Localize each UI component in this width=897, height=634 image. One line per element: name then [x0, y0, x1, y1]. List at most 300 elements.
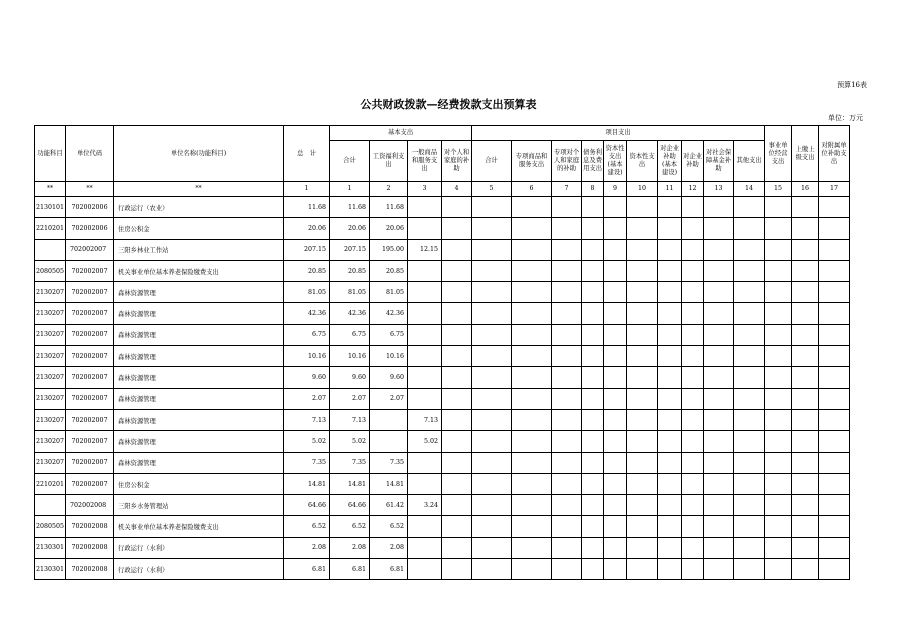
function-code-cell: 2130207	[35, 324, 66, 345]
unit-code-cell: 702002007	[66, 367, 114, 388]
empty-cell	[792, 303, 819, 324]
empty-cell	[442, 559, 472, 580]
salary-cell: 9.60	[370, 367, 408, 388]
column-number: 11	[658, 182, 682, 197]
empty-cell	[627, 559, 658, 580]
header-enterprise-infra: 对企业补助(基本建设)	[658, 141, 682, 182]
empty-cell	[704, 388, 734, 409]
empty-cell	[512, 516, 552, 537]
empty-cell	[552, 473, 582, 494]
empty-cell	[704, 431, 734, 452]
empty-cell	[765, 473, 792, 494]
basic-sum-cell: 7.35	[330, 452, 370, 473]
total-cell: 7.13	[284, 409, 330, 430]
goods-cell	[408, 537, 442, 558]
empty-cell	[819, 559, 850, 580]
salary-cell: 6.75	[370, 324, 408, 345]
basic-sum-cell: 20.06	[330, 218, 370, 239]
unit-name-cell: 森林资源管理	[114, 346, 284, 367]
total-cell: 81.05	[284, 282, 330, 303]
table-number-label: 预算16表	[837, 81, 867, 89]
empty-cell	[472, 452, 512, 473]
function-code-cell: 2130207	[35, 367, 66, 388]
total-cell: 20.85	[284, 260, 330, 281]
goods-cell	[408, 218, 442, 239]
empty-cell	[658, 409, 682, 430]
header-sub-unit: 对附属单位补助支出	[819, 126, 850, 182]
empty-cell	[442, 431, 472, 452]
empty-cell	[704, 516, 734, 537]
empty-cell	[442, 473, 472, 494]
total-cell: 14.81	[284, 473, 330, 494]
unit-name-cell: 森林资源管理	[114, 388, 284, 409]
empty-cell	[792, 473, 819, 494]
header-goods: 一般商品和服务支出	[408, 141, 442, 182]
empty-cell	[582, 346, 604, 367]
salary-cell: 42.36	[370, 303, 408, 324]
empty-cell	[442, 537, 472, 558]
unit-name-cell: 住房公积金	[114, 473, 284, 494]
empty-cell	[442, 197, 472, 218]
empty-cell	[704, 495, 734, 516]
empty-cell	[442, 452, 472, 473]
empty-cell	[472, 324, 512, 345]
empty-cell	[658, 537, 682, 558]
empty-cell	[472, 495, 512, 516]
table-row	[35, 388, 850, 409]
empty-cell	[472, 303, 512, 324]
salary-cell: 10.16	[370, 346, 408, 367]
empty-cell	[658, 197, 682, 218]
empty-cell	[552, 409, 582, 430]
unit-code-cell: 702002007	[66, 388, 114, 409]
empty-cell	[765, 516, 792, 537]
empty-cell	[658, 388, 682, 409]
empty-cell	[442, 218, 472, 239]
unit-code-cell: 702002007	[66, 324, 114, 345]
total-cell: 42.36	[284, 303, 330, 324]
goods-cell	[408, 197, 442, 218]
unit-code-cell: 702002007	[66, 409, 114, 430]
empty-cell	[734, 197, 765, 218]
empty-cell	[552, 346, 582, 367]
unit-name-cell: 住房公积金	[114, 218, 284, 239]
empty-cell	[734, 282, 765, 303]
empty-cell	[472, 346, 512, 367]
empty-cell	[604, 218, 627, 239]
empty-cell	[472, 431, 512, 452]
empty-cell	[792, 516, 819, 537]
table-row	[35, 495, 850, 516]
function-code-cell: 2130101	[35, 197, 66, 218]
empty-cell	[792, 260, 819, 281]
total-cell: 207.15	[284, 239, 330, 260]
header-capital: 资本性支出	[627, 141, 658, 182]
empty-cell	[704, 303, 734, 324]
empty-cell	[658, 431, 682, 452]
empty-cell	[472, 473, 512, 494]
header-personal: 对个人和家庭的补助	[442, 141, 472, 182]
table-row	[35, 346, 850, 367]
empty-cell	[682, 239, 704, 260]
goods-cell	[408, 324, 442, 345]
basic-sum-cell: 6.52	[330, 516, 370, 537]
unit-code-cell: 702002007	[66, 282, 114, 303]
salary-cell: 2.08	[370, 537, 408, 558]
empty-cell	[512, 431, 552, 452]
empty-cell	[682, 218, 704, 239]
unit-name-cell: 森林资源管理	[114, 324, 284, 345]
empty-cell	[704, 239, 734, 260]
empty-cell	[734, 409, 765, 430]
empty-cell	[704, 452, 734, 473]
empty-cell	[442, 367, 472, 388]
empty-cell	[604, 495, 627, 516]
empty-cell	[604, 409, 627, 430]
goods-cell	[408, 388, 442, 409]
empty-cell	[682, 516, 704, 537]
empty-cell	[792, 218, 819, 239]
empty-cell	[765, 324, 792, 345]
empty-cell	[582, 409, 604, 430]
total-cell: 2.07	[284, 388, 330, 409]
empty-cell	[512, 260, 552, 281]
empty-cell	[512, 303, 552, 324]
basic-sum-cell: 9.60	[330, 367, 370, 388]
empty-cell	[627, 197, 658, 218]
header-project-group: 项目支出	[472, 126, 765, 141]
empty-cell	[734, 260, 765, 281]
header-social: 对社会保障基金补助	[704, 141, 734, 182]
empty-cell	[704, 473, 734, 494]
empty-cell	[472, 239, 512, 260]
header-basic-group: 基本支出	[330, 126, 472, 141]
salary-cell: 61.42	[370, 495, 408, 516]
empty-cell	[582, 388, 604, 409]
empty-cell	[658, 218, 682, 239]
empty-cell	[582, 197, 604, 218]
empty-cell	[627, 282, 658, 303]
function-code-cell: 2130207	[35, 303, 66, 324]
empty-cell	[442, 516, 472, 537]
empty-cell	[582, 239, 604, 260]
unit-code-cell: 702002007	[66, 473, 114, 494]
unit-name-cell: 机关事业单位基本养老保险缴费支出	[114, 260, 284, 281]
salary-cell	[370, 409, 408, 430]
header-unit-code: 单位代码	[66, 126, 114, 182]
empty-cell	[792, 367, 819, 388]
salary-cell: 20.85	[370, 260, 408, 281]
unit-name-cell: 森林资源管理	[114, 367, 284, 388]
empty-cell	[682, 473, 704, 494]
empty-cell	[604, 516, 627, 537]
header-salary: 工资福利支出	[370, 141, 408, 182]
empty-cell	[582, 537, 604, 558]
empty-cell	[552, 303, 582, 324]
empty-cell	[658, 324, 682, 345]
goods-cell	[408, 303, 442, 324]
empty-cell	[658, 282, 682, 303]
column-number: **	[66, 182, 114, 197]
function-code-cell: 2130207	[35, 282, 66, 303]
empty-cell	[704, 197, 734, 218]
salary-cell: 11.68	[370, 197, 408, 218]
empty-cell	[819, 495, 850, 516]
empty-cell	[552, 324, 582, 345]
empty-cell	[552, 559, 582, 580]
empty-cell	[682, 303, 704, 324]
total-cell: 20.06	[284, 218, 330, 239]
empty-cell	[472, 260, 512, 281]
total-cell: 6.81	[284, 559, 330, 580]
function-code-cell: 2130207	[35, 409, 66, 430]
goods-cell	[408, 516, 442, 537]
unit-code-cell: 702002007	[66, 260, 114, 281]
empty-cell	[658, 452, 682, 473]
empty-cell	[819, 388, 850, 409]
empty-cell	[734, 452, 765, 473]
empty-cell	[604, 388, 627, 409]
empty-cell	[765, 495, 792, 516]
unit-name-cell: 森林资源管理	[114, 409, 284, 430]
empty-cell	[765, 452, 792, 473]
header-unit-name: 单位名称(功能科目)	[114, 126, 284, 182]
empty-cell	[819, 218, 850, 239]
total-cell: 11.68	[284, 197, 330, 218]
empty-cell	[704, 537, 734, 558]
empty-cell	[765, 197, 792, 218]
empty-cell	[658, 260, 682, 281]
empty-cell	[627, 452, 658, 473]
empty-cell	[512, 367, 552, 388]
table-row	[35, 431, 850, 452]
unit-name-cell: 森林资源管理	[114, 431, 284, 452]
salary-cell	[370, 431, 408, 452]
empty-cell	[604, 282, 627, 303]
total-cell: 6.52	[284, 516, 330, 537]
table-row	[35, 452, 850, 473]
empty-cell	[734, 516, 765, 537]
basic-sum-cell: 20.85	[330, 260, 370, 281]
header-debt: 债务利息及费用支出	[582, 141, 604, 182]
unit-name-cell: 三阳乡林业工作站	[114, 239, 284, 260]
header-other: 其他支出	[734, 141, 765, 182]
unit-code-cell: 702002006	[66, 197, 114, 218]
empty-cell	[819, 346, 850, 367]
column-number: 3	[408, 182, 442, 197]
goods-cell	[408, 452, 442, 473]
empty-cell	[552, 388, 582, 409]
header-upper: 上缴上级支出	[792, 126, 819, 182]
empty-cell	[582, 516, 604, 537]
total-cell: 6.75	[284, 324, 330, 345]
empty-cell	[512, 197, 552, 218]
basic-sum-cell: 7.13	[330, 409, 370, 430]
empty-cell	[604, 260, 627, 281]
empty-cell	[734, 239, 765, 260]
empty-cell	[552, 452, 582, 473]
empty-cell	[792, 431, 819, 452]
unit-code-cell: 702002008	[66, 537, 114, 558]
table-row	[35, 218, 850, 239]
salary-cell: 6.81	[370, 559, 408, 580]
empty-cell	[627, 409, 658, 430]
empty-cell	[512, 218, 552, 239]
empty-cell	[704, 218, 734, 239]
unit-code-cell: 702002007	[66, 452, 114, 473]
function-code-cell: 2080505	[35, 516, 66, 537]
unit-code-cell: 702002007	[66, 431, 114, 452]
empty-cell	[552, 516, 582, 537]
goods-cell: 3.24	[408, 495, 442, 516]
empty-cell	[442, 495, 472, 516]
function-code-cell: 2130301	[35, 559, 66, 580]
empty-cell	[765, 282, 792, 303]
empty-cell	[472, 388, 512, 409]
empty-cell	[792, 495, 819, 516]
unit-name-cell: 行政运行（农业）	[114, 197, 284, 218]
empty-cell	[734, 473, 765, 494]
table-row	[35, 537, 850, 558]
empty-cell	[442, 324, 472, 345]
function-code-cell	[35, 495, 66, 516]
empty-cell	[734, 431, 765, 452]
header-capital-infra: 资本性支出(基本建设)	[604, 141, 627, 182]
header-enterprise: 对企业补助	[682, 141, 704, 182]
function-code-cell: 2130207	[35, 346, 66, 367]
basic-sum-cell: 42.36	[330, 303, 370, 324]
column-number: 17	[819, 182, 850, 197]
header-project-sum: 合计	[472, 141, 512, 182]
empty-cell	[442, 409, 472, 430]
empty-cell	[792, 388, 819, 409]
goods-cell: 5.02	[408, 431, 442, 452]
empty-cell	[658, 495, 682, 516]
basic-sum-cell: 2.07	[330, 388, 370, 409]
empty-cell	[512, 537, 552, 558]
empty-cell	[765, 346, 792, 367]
table-row	[35, 282, 850, 303]
function-code-cell: 2080505	[35, 260, 66, 281]
table-row	[35, 473, 850, 494]
empty-cell	[582, 303, 604, 324]
empty-cell	[792, 409, 819, 430]
goods-cell	[408, 473, 442, 494]
goods-cell	[408, 346, 442, 367]
empty-cell	[472, 197, 512, 218]
empty-cell	[734, 367, 765, 388]
empty-cell	[792, 239, 819, 260]
empty-cell	[765, 537, 792, 558]
goods-cell: 12.15	[408, 239, 442, 260]
total-cell: 64.66	[284, 495, 330, 516]
empty-cell	[734, 388, 765, 409]
empty-cell	[819, 282, 850, 303]
empty-cell	[472, 559, 512, 580]
empty-cell	[472, 537, 512, 558]
empty-cell	[734, 218, 765, 239]
column-number: 2	[370, 182, 408, 197]
empty-cell	[512, 324, 552, 345]
empty-cell	[442, 388, 472, 409]
empty-cell	[682, 409, 704, 430]
empty-cell	[792, 537, 819, 558]
empty-cell	[627, 495, 658, 516]
empty-cell	[792, 324, 819, 345]
column-number: 15	[765, 182, 792, 197]
empty-cell	[582, 218, 604, 239]
empty-cell	[627, 346, 658, 367]
function-code-cell	[35, 239, 66, 260]
page-title: 公共财政拨款—经费拨款支出预算表	[360, 98, 537, 111]
empty-cell	[442, 303, 472, 324]
basic-sum-cell: 2.08	[330, 537, 370, 558]
empty-cell	[442, 260, 472, 281]
empty-cell	[765, 409, 792, 430]
table-row	[35, 260, 850, 281]
empty-cell	[552, 431, 582, 452]
empty-cell	[604, 324, 627, 345]
empty-cell	[472, 516, 512, 537]
empty-cell	[604, 559, 627, 580]
column-number: 7	[552, 182, 582, 197]
basic-sum-cell: 64.66	[330, 495, 370, 516]
column-number: 12	[682, 182, 704, 197]
total-cell: 5.02	[284, 431, 330, 452]
empty-cell	[819, 516, 850, 537]
table-row	[35, 367, 850, 388]
empty-cell	[604, 452, 627, 473]
column-number: 6	[512, 182, 552, 197]
basic-sum-cell: 11.68	[330, 197, 370, 218]
empty-cell	[604, 367, 627, 388]
goods-cell	[408, 282, 442, 303]
empty-cell	[734, 324, 765, 345]
empty-cell	[512, 495, 552, 516]
empty-cell	[472, 218, 512, 239]
empty-cell	[658, 559, 682, 580]
column-number: **	[35, 182, 66, 197]
unit-name-cell: 行政运行（水利）	[114, 537, 284, 558]
empty-cell	[819, 239, 850, 260]
column-number: 1	[330, 182, 370, 197]
empty-cell	[819, 409, 850, 430]
table-row	[35, 303, 850, 324]
salary-cell: 14.81	[370, 473, 408, 494]
empty-cell	[765, 303, 792, 324]
empty-cell	[604, 431, 627, 452]
empty-cell	[604, 197, 627, 218]
unit-code-cell: 702002007	[66, 303, 114, 324]
empty-cell	[658, 346, 682, 367]
empty-cell	[552, 260, 582, 281]
empty-cell	[734, 495, 765, 516]
salary-cell: 6.52	[370, 516, 408, 537]
empty-cell	[627, 260, 658, 281]
empty-cell	[704, 282, 734, 303]
empty-cell	[658, 239, 682, 260]
empty-cell	[734, 559, 765, 580]
total-cell: 9.60	[284, 367, 330, 388]
empty-cell	[658, 367, 682, 388]
column-number: 14	[734, 182, 765, 197]
empty-cell	[627, 473, 658, 494]
empty-cell	[682, 559, 704, 580]
goods-cell: 7.13	[408, 409, 442, 430]
empty-cell	[682, 388, 704, 409]
table-row	[35, 516, 850, 537]
empty-cell	[582, 431, 604, 452]
